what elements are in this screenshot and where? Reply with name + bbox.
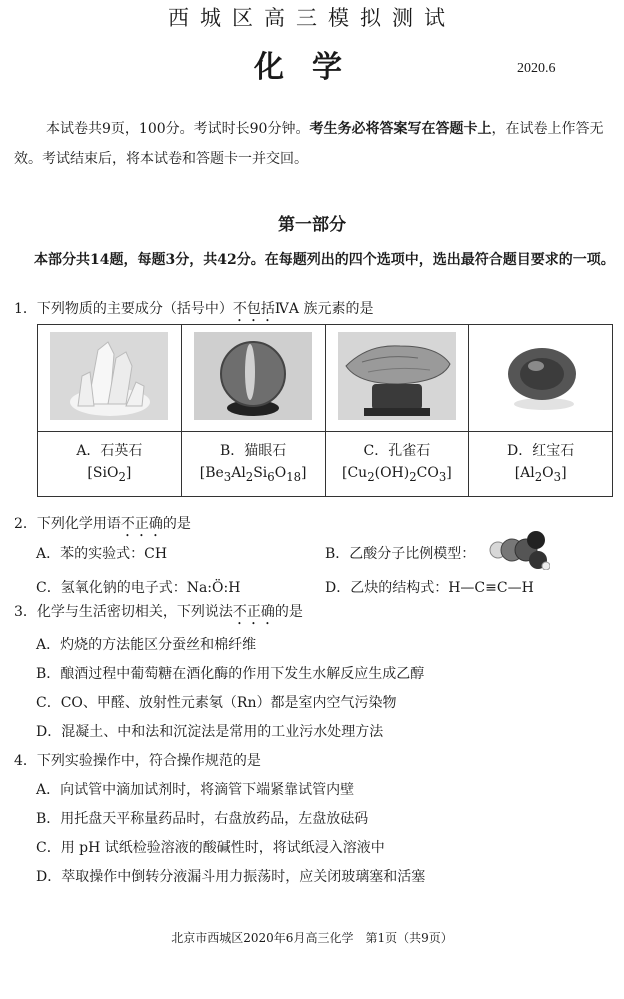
mineral-name: C．孔雀石 (363, 443, 431, 460)
q1-prefix: 1．下列物质的主要成分（括号中） (14, 301, 233, 317)
q4-option-b: B．用托盘天平称量药品时，右盘放药品，左盘放砝码 (36, 811, 369, 827)
q3-prefix: 3．化学与生活密切相关，下列说法 (14, 604, 233, 620)
part-title: 第一部分 (278, 215, 346, 235)
q3-option-c: C．CO、甲醛、放射性元素氡（Rn）都是室内空气污染物 (36, 695, 397, 711)
cats-eye-sphere-icon (194, 332, 312, 420)
instructions-suffix: ，在试卷上作答无效。考试结束后，将本试卷和答题卡一并交回。 (14, 121, 604, 167)
question-4: 4．下列实验操作中，符合操作规范的是 (14, 753, 261, 769)
acetic-acid-model-icon (486, 530, 550, 570)
question-1 (14, 298, 620, 325)
q4-option-a: A．向试管中滴加试剂时，将滴管下端紧靠试管内壁 (36, 782, 355, 798)
malachite-stone-icon (338, 332, 456, 420)
mineral-cell-c (325, 325, 469, 432)
mineral-label-c (325, 432, 469, 497)
mineral-name: A．石英石 (76, 443, 143, 460)
mineral-name: B．猫眼石 (219, 443, 287, 460)
mineral-cell-d (469, 325, 613, 432)
question-3 (14, 601, 620, 628)
quartz-crystal-icon (50, 332, 168, 420)
exam-date: 2020.6 (517, 61, 556, 76)
mineral-label-b (181, 432, 325, 497)
mineral-table (37, 324, 613, 497)
q1-suffix: ⅣA 族元素的是 (274, 301, 374, 317)
q2-suffix: 的是 (162, 516, 191, 532)
q2-emphasis: 不正确 (120, 516, 163, 532)
exam-title: 西城区高三模拟测试 (168, 6, 456, 30)
mineral-formula: $[Be_3Al_2Si_6O_{18}]$ (199, 465, 307, 484)
q1-emphasis: 不包括 (232, 301, 275, 317)
q4-option-d: D．萃取操作中倒转分液漏斗用力振荡时，应关闭玻璃塞和活塞 (36, 869, 426, 885)
q2-option-c: C．氢氧化钠的电子式：Na:Ö:H (36, 580, 241, 596)
mineral-formula: [SiO$_2$] (87, 465, 132, 484)
q3-option-a: A．灼烧的方法能区分蚕丝和棉纤维 (36, 637, 257, 653)
mineral-cell-b (181, 325, 325, 432)
q2-prefix: 2．下列化学用语 (14, 516, 121, 532)
mineral-formula: $[Al_2O_3]$ (514, 465, 567, 484)
mineral-name: D．红宝石 (507, 443, 575, 460)
q2-option-d: D．乙炔的结构式：H—C≡C—H (325, 580, 534, 596)
mineral-cell-a (38, 325, 182, 432)
q3-emphasis: 不正确 (232, 604, 275, 620)
q3-option-b: B．酿酒过程中葡萄糖在酒化酶的作用下发生水解反应生成乙醇 (36, 666, 425, 682)
q2-option-a: A．苯的实验式：CH (36, 546, 168, 562)
instructions-bold: 考生务必将答案写在答题卡上 (309, 121, 492, 137)
q3-suffix: 的是 (274, 604, 303, 620)
page-footer: 北京市西城区2020年6月高三化学 第1页（共9页） (171, 931, 453, 945)
mineral-label-d (469, 432, 613, 497)
subject-title: 化学 (254, 50, 370, 85)
q4-option-c: C．用 pH 试纸检验溶液的酸碱性时，将试纸浸入溶液中 (36, 840, 385, 856)
ruby-gem-icon (482, 332, 600, 420)
q3-option-d: D．混凝土、中和法和沉淀法是常用的工业污水处理方法 (36, 724, 384, 740)
instructions-prefix: 本试卷共9页，100分。考试时长90分钟。 (46, 121, 310, 137)
part-description: 本部分共14题，每题3分，共42分。在每题列出的四个选项中，选出最符合题目要求的一项。 (34, 252, 615, 268)
mineral-label-a (38, 432, 182, 497)
q2-option-b: B．乙酸分子比例模型： (325, 546, 476, 562)
exam-instructions (14, 114, 620, 174)
mineral-formula: $[Cu_2(OH)_2CO_3]$ (341, 465, 452, 484)
